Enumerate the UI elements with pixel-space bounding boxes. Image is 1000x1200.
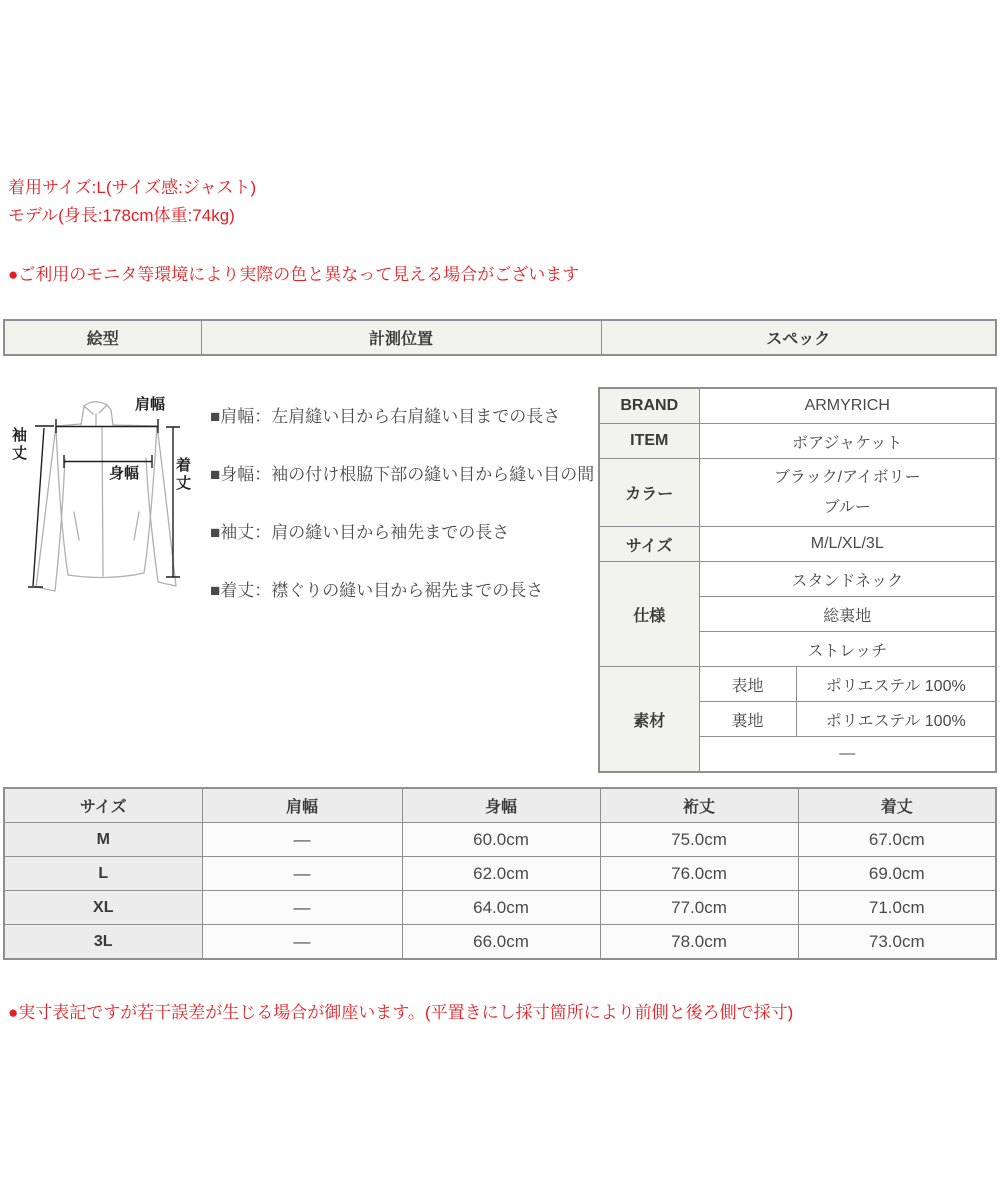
wearing-size-note: 着用サイズ:L(サイズ感:ジャスト): [8, 178, 257, 197]
measure-desc-shoulder: ■肩幅：左肩縫い目から右肩縫い目までの長さ: [210, 407, 561, 426]
spec-material-value-outer: ポリエステル 100%: [796, 667, 996, 702]
spec-item-value: ボアジャケット: [699, 424, 996, 459]
size-cell: —: [202, 857, 402, 891]
size-cell: 67.0cm: [798, 823, 996, 857]
measurement-descriptions: [210, 403, 598, 635]
spec-size-label: サイズ: [599, 527, 699, 562]
label-chest-width: 身幅: [109, 465, 140, 482]
size-cell: 60.0cm: [402, 823, 600, 857]
spec-color-line2: ブルー: [823, 498, 871, 516]
size-chart-header-row: [4, 788, 996, 823]
size-cell: 77.0cm: [600, 891, 798, 925]
size-col-header-chest: 身幅: [402, 788, 600, 823]
size-cell: 71.0cm: [798, 891, 996, 925]
size-cell: L: [4, 857, 202, 891]
size-cell: XL: [4, 891, 202, 925]
spec-material-extra: —: [699, 737, 996, 773]
spec-table: [598, 387, 997, 773]
size-cell: —: [202, 891, 402, 925]
size-cell: 76.0cm: [600, 857, 798, 891]
fitting-notes: [8, 174, 256, 230]
label-sleeve-length: 袖丈: [10, 427, 27, 463]
size-cell: —: [202, 823, 402, 857]
spec-feature-3: ストレッチ: [699, 632, 996, 667]
spec-item-label: ITEM: [599, 424, 699, 459]
model-info-note: モデル(身長:178cm体重:74kg): [8, 206, 235, 225]
spec-feature-label: 仕様: [599, 562, 699, 667]
size-cell: M: [4, 823, 202, 857]
spec-brand-label: BRAND: [599, 388, 699, 424]
spec-material-value-lining: ポリエステル 100%: [796, 702, 996, 737]
column-header-measure-position: 計測位置: [201, 320, 601, 355]
size-row-l: [4, 857, 996, 891]
spec-color-label: カラー: [599, 459, 699, 527]
measure-desc-sleeve: ■袖丈：肩の縫い目から袖先までの長さ: [210, 523, 510, 542]
spec-material-label: 素材: [599, 667, 699, 773]
spec-color-line1: ブラック/アイボリー: [773, 468, 921, 486]
size-cell: 73.0cm: [798, 925, 996, 960]
size-cell: —: [202, 925, 402, 960]
spec-size-value: M/L/XL/3L: [699, 527, 996, 562]
section-header-strip: [3, 319, 997, 356]
size-col-header-yuki: 裄丈: [600, 788, 798, 823]
size-cell: 64.0cm: [402, 891, 600, 925]
size-row-3l: [4, 925, 996, 960]
spec-material-part-outer: 表地: [699, 667, 796, 702]
spec-color-value: [699, 459, 996, 527]
monitor-color-note: ●ご利用のモニタ等環境により実際の色と異なって見える場合がございます: [8, 265, 580, 284]
measurement-tolerance-note: ●実寸表記ですが若干誤差が生じる場合が御座います。(平置きにし採寸箇所により前側と後ろ側で採寸): [8, 1003, 794, 1022]
size-cell: 78.0cm: [600, 925, 798, 960]
size-col-header-size: サイズ: [4, 788, 202, 823]
size-chart-table: [3, 787, 997, 960]
label-body-length: 着丈: [174, 457, 191, 493]
jacket-measurement-diagram: [2, 385, 202, 665]
size-row-xl: [4, 891, 996, 925]
spec-material-part-lining: 裏地: [699, 702, 796, 737]
spec-feature-1: スタンドネック: [699, 562, 996, 597]
size-row-m: [4, 823, 996, 857]
size-cell: 75.0cm: [600, 823, 798, 857]
size-cell: 62.0cm: [402, 857, 600, 891]
measure-desc-chest: ■身幅：袖の付け根脇下部の縫い目から縫い目の間: [210, 465, 595, 484]
size-col-header-shoulder: 肩幅: [202, 788, 402, 823]
spec-brand-value: ARMYRICH: [699, 388, 996, 424]
measure-desc-length: ■着丈：襟ぐりの縫い目から裾先までの長さ: [210, 581, 544, 600]
size-cell: 69.0cm: [798, 857, 996, 891]
size-cell: 3L: [4, 925, 202, 960]
column-header-spec: スペック: [601, 320, 996, 355]
spec-feature-2: 総裏地: [699, 597, 996, 632]
size-cell: 66.0cm: [402, 925, 600, 960]
column-header-drawing: 絵型: [4, 320, 201, 355]
label-shoulder-width: 肩幅: [135, 396, 166, 413]
size-col-header-length: 着丈: [798, 788, 996, 823]
jacket-line-art: [2, 385, 202, 665]
